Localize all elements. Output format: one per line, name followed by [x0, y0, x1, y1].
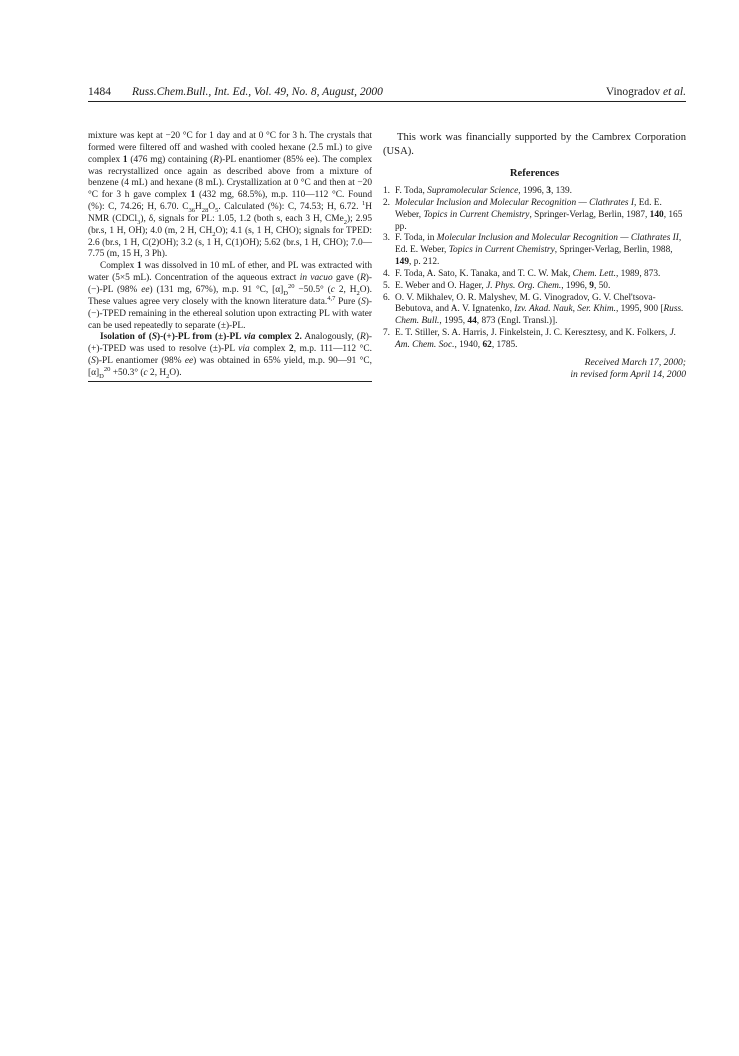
references-heading: References — [509, 168, 560, 179]
text-run: Complex — [100, 261, 138, 272]
running-header — [88, 84, 686, 102]
experimental-paragraph-1 — [88, 131, 372, 261]
text-run: O). These values agree very closely with the known literature data. — [88, 284, 372, 307]
text-run: , Ed. E. Weber, — [395, 233, 682, 256]
reference-item — [383, 233, 686, 269]
italic-term: via — [238, 344, 250, 355]
text-run: , 50. — [593, 280, 611, 291]
superscript: 1 — [362, 199, 366, 207]
subscript: 2 — [166, 372, 170, 380]
text-run: ) (131 mg, 67%), m.p. 91 °C, [α] — [149, 284, 284, 295]
left-column — [88, 131, 372, 382]
text-run: Analogously, ( — [301, 332, 361, 343]
reference-volume: 3 — [546, 186, 551, 196]
text-run: 2, H — [334, 284, 357, 295]
text-run: (476 mg) containing ( — [127, 154, 214, 165]
italic-term: c — [330, 284, 335, 295]
text-run: , 1940, — [454, 339, 483, 350]
reference-number: 7. — [383, 328, 391, 339]
subscript: D — [99, 372, 104, 380]
reference-item — [383, 269, 686, 281]
page-number: 1484 — [88, 86, 111, 98]
subscript: 2 — [343, 218, 347, 226]
text-run: +50.3° ( — [110, 367, 144, 378]
superscript: 20 — [103, 365, 111, 373]
subscript: 5 — [215, 206, 219, 214]
received-date: Received March 17, 2000; — [584, 356, 686, 368]
text-run: , 139. — [550, 186, 572, 196]
text-run: O. V. Mikhalev, O. R. Malyshev, M. G. Vinogradov, G. V. Chel'tsova-Bebutova, and A. V. Ignatenko, — [395, 292, 656, 315]
subscript: 2 — [356, 289, 360, 297]
stereo-descriptor: S — [91, 356, 96, 367]
journal-citation: Russ.Chem.Bull., Int. Ed., Vol. 49, No. 8, August, 2000 — [132, 86, 383, 98]
text-run: mixture was kept at −20 °C for 1 day and at 0 °C for 3 h. The crystals that formed were filtered off and washed with cooled hexane (2.5 mL) to give complex — [88, 131, 372, 165]
authors-etal: et al. — [663, 86, 686, 98]
text-run: , m.p. 111—112 °C. ( — [88, 344, 372, 367]
text-run: Pure ( — [335, 296, 362, 307]
text-run: F. Toda, A. Sato, K. Tanaka, and T. C. W. Mak, — [395, 268, 573, 279]
stereo-descriptor: S — [361, 296, 366, 307]
reference-item — [383, 186, 686, 198]
reference-volume: 44 — [467, 316, 477, 327]
reference-book-title: Molecular Inclusion and Molecular Recognition — Clathrates I — [395, 197, 635, 208]
text-run: , 1995, 900 [ — [615, 304, 664, 315]
text-run: )-(+)-PL from (±)-PL — [157, 332, 245, 343]
reference-volume: 149 — [395, 257, 410, 268]
citation-superscript: 4,7 — [327, 294, 336, 302]
subscript: 28 — [201, 206, 209, 214]
stereo-descriptor: R — [360, 273, 366, 284]
text-run: 2, H — [147, 367, 167, 378]
text-run: E. T. Stiller, S. A. Harris, J. Finkelstein, J. C. Keresztesy, and K. Folkers, — [395, 328, 670, 339]
reference-journal: Supramolecular Science — [427, 186, 519, 196]
revised-date: in revised form April 14, 2000 — [570, 368, 686, 380]
italic-term: ee — [141, 284, 150, 295]
stereo-descriptor: R — [213, 154, 219, 165]
text-run: )-(+)-TPED was used to resolve (±)-PL — [88, 332, 372, 355]
reference-volume: 9 — [589, 280, 594, 291]
text-run: , 165 pp. — [395, 209, 683, 232]
text-run: ); 2.95 (br.s, 1 H, OH); 4.0 (m, 2 H, CH — [88, 213, 372, 236]
text-run: O). — [169, 367, 182, 378]
stereo-descriptor: R — [360, 332, 366, 343]
reference-number: 2. — [383, 197, 391, 208]
experimental-paragraph-3 — [88, 332, 372, 381]
text-run: F. Toda, in — [395, 233, 437, 244]
reference-series: Topics in Current Chemistry — [423, 209, 530, 220]
reference-journal: J. Am. Chem. Soc. — [395, 328, 677, 350]
reference-series: Topics in Current Chemistry — [448, 245, 555, 256]
text-run: , Springer-Verlag, Berlin, 1988, — [554, 245, 673, 256]
text-run: , Springer-Verlag, Berlin, 1987, — [529, 209, 650, 220]
italic-term: c — [143, 367, 148, 378]
reference-volume: 140 — [649, 209, 664, 220]
text-run: , p. 212. — [409, 257, 440, 268]
reference-list — [383, 186, 686, 352]
text-run: , 1785. — [491, 339, 518, 350]
text-run: H NMR (CDCl — [88, 202, 373, 224]
text-run: F. Toda, — [395, 186, 428, 196]
text-run: O); 4.1 (s, 1 H, CHO); signals for TPED: 2.6 (br.s, 1 H, C(2)OH); 3.2 (s, 1 H, C(1)OH); 5.62 (br.s, 1 H, CHO); 7.0—7.75 (m, 15 H, 3 Ph). — [88, 225, 372, 260]
reference-item — [383, 198, 686, 234]
text-run: )-(−)-PL (98% — [88, 273, 373, 295]
stereo-descriptor: S — [151, 332, 158, 343]
reference-item — [383, 328, 686, 352]
reference-journal: Russ. Chem. Bull. — [395, 304, 684, 327]
text-run: complex — [249, 344, 290, 355]
reference-journal: Izv. Akad. Nauk, Ser. Khim. — [514, 304, 616, 315]
text-run: E. Weber and O. Hager, — [395, 280, 487, 291]
italic-term: via — [244, 332, 256, 343]
text-run: , Ed. E. Weber, — [395, 197, 662, 220]
reference-book-title: Molecular Inclusion and Molecular Recognition — Clathrates II — [436, 233, 679, 244]
reference-number: 3. — [383, 233, 391, 244]
reference-number: 5. — [383, 280, 391, 291]
reference-journal: J. Phys. Org. Chem. — [486, 280, 562, 291]
text-run: , 873 (Engl. Transl.)]. — [476, 316, 558, 327]
subscript: 3 — [137, 218, 141, 226]
subscript: 36 — [188, 206, 196, 214]
authors-name: Vinogradov — [605, 86, 661, 98]
reference-number: 4. — [383, 268, 391, 279]
text-run: Isolation of ( — [100, 332, 152, 343]
text-run: )-(−)-TPED remaining in the ethereal solution upon extracting PL with water can be used repeatedly to separate (±)-PL. — [88, 296, 372, 331]
compound-number: 1 — [137, 261, 142, 272]
text-run: gave ( — [332, 273, 361, 284]
received-dates — [383, 357, 686, 381]
reference-journal: Chem. Lett. — [572, 268, 616, 279]
text-run: H — [195, 202, 202, 213]
superscript: 20 — [287, 282, 295, 290]
text-run: was dissolved in 10 mL of ether, and PL was extracted with water (5×5 mL). Concentration of the aqueous extract — [88, 261, 372, 284]
text-run: ), δ, signals for PL: 1.05, 1.2 (both s, each 3 H, CMe — [140, 213, 344, 224]
text-run: , 1996, — [561, 280, 590, 291]
text-run: ) was obtained in 65% yield, m.p. 90—91 °C, [α] — [88, 356, 372, 378]
acknowledgment: This work was financially supported by the Cambrex Corporation (USA). — [383, 132, 686, 157]
text-run: (432 mg, 68.5%), m.p. 110—112 °C. Found (%): C, 74.26; H, 6.70. C — [88, 190, 372, 213]
reference-number: 6. — [383, 292, 391, 303]
experimental-paragraph-2 — [88, 261, 372, 332]
text-run: −50.5° ( — [294, 284, 331, 295]
reference-item — [383, 293, 686, 329]
text-run: . Calculated (%): C, 74.53; H, 6.72. — [218, 202, 362, 213]
compound-number: 1 — [122, 154, 128, 165]
compound-number: 2 — [289, 344, 294, 355]
text-run: )-PL enantiomer (85% ee). The complex was recrystallized once again as described above from a mixture of benzene (4 mL) and hexane (8 mL). Crystallization at 0 °C and then at −20 °C for 3 h gave complex — [88, 154, 373, 201]
italic-term: in vacuo — [299, 273, 333, 284]
text-run: )-PL enantiomer (98% — [95, 356, 185, 367]
subscript: 2 — [212, 230, 216, 238]
compound-number: 1 — [190, 190, 196, 201]
text-run: , 1989, 873. — [615, 268, 661, 279]
text-run: O — [208, 202, 216, 213]
text-run: , 1995, — [439, 316, 468, 327]
reference-number: 1. — [383, 186, 391, 196]
text-run: , 1996, — [518, 186, 547, 196]
section-heading — [100, 332, 302, 342]
right-column — [383, 131, 686, 381]
subscript: D — [283, 289, 288, 297]
running-authors — [606, 84, 686, 101]
reference-item — [383, 281, 686, 293]
italic-term: ee — [184, 356, 194, 367]
text-run: complex 2. — [255, 332, 302, 343]
reference-volume: 62 — [482, 339, 492, 350]
